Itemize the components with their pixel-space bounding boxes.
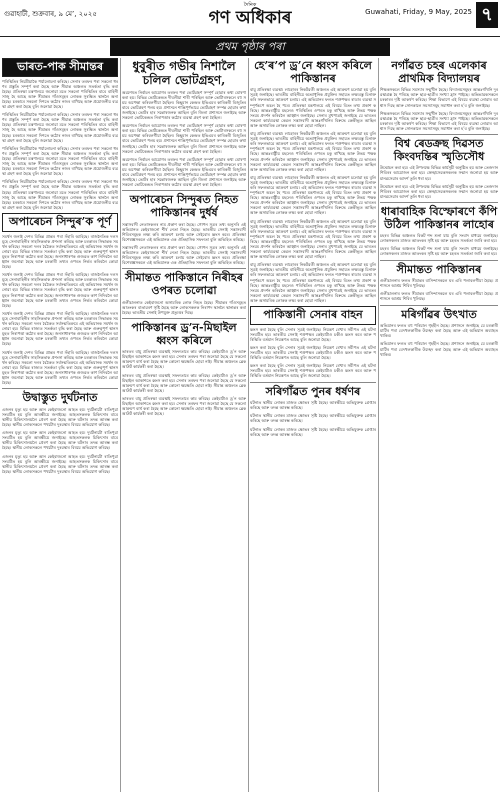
column-1 <box>2 58 118 792</box>
article-body: ধ্বংস কৰা হৈছে বুলি সেনাৰ সূত্ৰই জনাইছে। নিয়ন্ত্ৰণ ৰেখাৰ সমীপত এই ঘটনা সংঘটিত হয়। ভাৰতীয় সেনাই শত্ৰুপক্ষৰ কেইবাটাও চকীও ধ্বংস কৰে আৰু পৰিস্থিতি বৰ্তমান নিয়ন্ত্ৰণত আছে বুলি জনোৱা হৈছে। <box>250 344 376 361</box>
article-body: অৱশেষত নিৰ্বাচন আয়োগৰ তৰফৰ পৰা ভোটগ্ৰহণ সম্পূৰ্ণ হোৱাৰ কথা ঘোষণা কৰা হয়। বিভিন্ন ভোটকেন্দ্ৰত দীঘলীয়া শাৰী পৰিছিল আৰু ভোটাৰসকলে বহু সময় অপেক্ষা কৰিবলগীয়া হৈছিল। কিছুমান কেন্দ্ৰত ইভিএমৰ কাৰিকৰী বিজুতিৰ বাবে ভোটগ্ৰহণ পলম হয়। প্ৰশাসনে শান্তিপূৰ্ণভাৱে ভোটগ্ৰহণ সম্পন্ন হোৱাৰ কথা জনাইছে। ভোটৰ হাৰ সন্তোষজনক আছিল বুলি জিলা প্ৰশাসনে জনাইছে আৰু সকলো ভোটকেন্দ্ৰত নিৰাপত্তাৰ কঠোৰ ব্যৱস্থা গ্ৰহণ কৰা হৈছিল। <box>122 123 246 154</box>
article-body: অৱশেষত নিৰ্বাচন আয়োগৰ তৰফৰ পৰা ভোটগ্ৰহণ সম্পূৰ্ণ হোৱাৰ কথা ঘোষণা কৰা হয়। বিভিন্ন ভোটকেন্দ্ৰত দীঘলীয়া শাৰী পৰিছিল আৰু ভোটাৰসকলে বহু সময় অপেক্ষা কৰিবলগীয়া হৈছিল। কিছুমান কেন্দ্ৰত ইভিএমৰ কাৰিকৰী বিজুতিৰ বাবে ভোটগ্ৰহণ পলম হয়। প্ৰশাসনে শান্তিপূৰ্ণভাৱে ভোটগ্ৰহণ সম্পন্ন হোৱাৰ কথা জনাইছে। ভোটৰ হাৰ সন্তোষজনক আছিল বুলি জিলা প্ৰশাসনে জনাইছে আৰু সকলো ভোটকেন্দ্ৰত নিৰাপত্তাৰ কঠোৰ ব্যৱস্থা গ্ৰহণ কৰা হৈছিল। <box>122 89 246 121</box>
article-body: সন্ত্ৰাসবাদী নেতাসকলৰ নাম প্ৰকাশ কৰা হৈছে। গোপন সূত্ৰৰ তথ্য অনুসৰি এই অভিযানত কেইবাজনো শীৰ্ষ নেতা নিহত হৈছে। ভাৰতীয় সেনাই সন্ত্ৰাসবাদী শিবিৰসমূহক লক্ষ্য কৰি আক্ৰমণ চলায় আৰু সেইবোৰ ধ্বংস কৰে। প্ৰতিৰক্ষা বিশেষজ্ঞসকলে এই অভিযানক এক ঐতিহাসিক সফলতা বুলি অভিহিত কৰিছে। <box>122 244 246 266</box>
column-divider <box>378 58 379 792</box>
headline: হে’ৰ’প ড্ৰ’নে ধ্বংস কৰিলে পাকিস্তানৰ <box>254 59 372 85</box>
article-body: সমৰ্থন জনাই দেশৰ বিভিন্ন প্ৰান্তৰ পৰা সঁহাৰি আহিছে। ৰাজনৈতিক দলসমূহে সেনাবাহিনীৰ সাহসিকতাক প্ৰশংসা কৰিছে আৰু চৰকাৰৰ সিদ্ধান্তক সমৰ্থন কৰিছে। সকলো দলৰ বৈঠকত সৰ্বসন্মতিক্ৰমে এই অভিযানক সমৰ্থন জনোৱা হয়। বিভিন্ন ৰাজ্যত সতৰ্কতা বৃদ্ধি কৰা হৈছে আৰু গুৰুত্বপূৰ্ণ স্থানসমূহত নিৰাপত্তা কঠোৰ কৰা হৈছে। জনসাধাৰণক গুজৱত কাণ নিদিবলৈ আহ্বান জনোৱা হৈছে আৰু চৰকাৰী তথ্যৰ ওপৰত নিৰ্ভৰ কৰিবলৈ কোৱা হৈছে। <box>2 272 118 308</box>
headline: পাকিস্তানৰ ড্ৰ’ন-মিছাইল ধ্বংস কৰিলে <box>131 320 237 347</box>
article-body: চহৰৰ বিভিন্ন অঞ্চলত বিকট শব্দ শুনা যায় বুলি সংবাদ মাধ্যমে জনাইছে। লোকসকলৰ মাজত আতংকৰ সৃষ্টি হয় আৰু চহৰত সতৰ্কতা জাৰি কৰা হয়। <box>380 246 498 257</box>
article-body: অৱশেষত নিৰ্বাচন আয়োগৰ তৰফৰ পৰা ভোটগ্ৰহণ সম্পূৰ্ণ হোৱাৰ কথা ঘোষণা কৰা হয়। বিভিন্ন ভোটকেন্দ্ৰত দীঘলীয়া শাৰী পৰিছিল আৰু ভোটাৰসকলে বহু সময় অপেক্ষা কৰিবলগীয়া হৈছিল। কিছুমান কেন্দ্ৰত ইভিএমৰ কাৰিকৰী বিজুতিৰ বাবে ভোটগ্ৰহণ পলম হয়। প্ৰশাসনে শান্তিপূৰ্ণভাৱে ভোটগ্ৰহণ সম্পন্ন হোৱাৰ কথা জনাইছে। ভোটৰ হাৰ সন্তোষজনক আছিল বুলি জিলা প্ৰশাসনে জনাইছে আৰু সকলো ভোটকেন্দ্ৰত নিৰাপত্তাৰ কঠোৰ ব্যৱস্থা গ্ৰহণ কৰা হৈছিল। <box>122 156 246 188</box>
article-body: পৰিস্থিতিৰ নিয়মীয়াকৈ পৰ্যালোচনা কৰিছে। সেনাৰ তৰফৰ পৰা সকলো ধৰণৰ প্ৰস্তুতি সম্পূৰ্ণ কৰা হৈছে আৰু সীমান্ত অঞ্চলত সতৰ্কতা বৃদ্ধি কৰা হৈছে। প্ৰতিৰক্ষা মন্ত্ৰণালয়ে জনোৱা মতে সকলো পৰিস্থিতিৰ বাবে বাহিনী সাজু হৈ আছে আৰু সীমান্তৰ গাঁওসমূহৰ লোকক সুৰক্ষিত স্থানলৈ অনা হৈছে। চৰকাৰে সকলো দিশতে কঠোৰ নজৰ ৰাখিছে আৰু প্ৰয়োজনীয় ব্যৱস্থা গ্ৰহণ কৰা হৈছে বুলি জনোৱা হৈছে। <box>2 112 118 143</box>
column-divider <box>248 58 249 792</box>
masthead <box>0 0 500 37</box>
column-2 <box>122 58 246 792</box>
masthead-date-english: Guwahati, Friday, 9 May, 2025 <box>365 8 472 16</box>
article-body: গুলীচালনাত কেইবাজনো অসামৰিক লোক নিহত হৈছে। সীমান্তৰ গাঁওসমূহত আতংকৰ বাতাৱৰণ সৃষ্টি হৈছে আৰু লোকসকলক নিৰাপদ স্থানলৈ স্থানান্তৰ কৰা হৈছে। ভাৰতীয় সেনাই উপযুক্ত প্ৰত্যুত্তৰ দিছে। <box>122 299 246 315</box>
article-body: ভাৰতৰ বায়ু প্ৰতিৰক্ষা ব্যৱস্থাই সফলতাৰে কাম কৰিছে। কেইবাটাও ড্ৰ’ন আৰু মিছাইল আকাশতে ধ্বংস কৰা হয়। সেনাৰ তৰফৰ পৰা জনোৱা হৈছে যে সকলো আক্ৰমণ ব্যৰ্থ কৰা হৈছে আৰু কোনো ক্ষয়ক্ষতি হোৱা নাই। সীমান্ত অঞ্চলত ব্লেকআউট কাৰ্যকৰী কৰা হৈছে। <box>122 395 246 417</box>
article-body: বায়ু প্ৰতিৰক্ষা ব্যৱস্থা। লাহোৰৰ নিকটৱৰ্তী অঞ্চলত এই আক্ৰমণ চলোৱা হয় বুলি সূত্ৰই জনাইছে। ভাৰতীয় বাহিনীয়ে অত্যাধুনিক প্ৰযুক্তিৰ সহায়ত লক্ষ্যবস্তু চিনাক্ত কৰি সফলভাৱে আক্ৰমণ চলায়। এই অভিযানৰ ফলত শত্ৰুপক্ষৰ ৰাডাৰ ব্যৱস্থা সম্পূৰ্ণৰূপে অচল হৈ পৰে। প্ৰতিৰক্ষা মন্ত্ৰণালয়ে এই বিষয়ে বিতং তথ্য প্ৰকাশ কৰিছে। আন্তঃৰাষ্ট্ৰীয় মহলেও পৰিস্থিতিৰ ওপৰত চকু ৰাখিছে আৰু উভয় পক্ষক সংযম প্ৰদৰ্শন কৰিবলৈ আহ্বান জনাইছে। সেনাৰ মুখপাত্ৰই জনাইছে যে ভাৰতৰ সকলো কাৰ্যব্যৱস্থা কেৱল সন্ত্ৰাসবাদী আন্তঃগাঁথনিৰ বিৰুদ্ধে কেন্দ্ৰীভূত আছিল আৰু অসামৰিক লোকক লক্ষ্য কৰা হোৱা নাছিল। <box>250 131 376 172</box>
headline: পাকিস্তানী সেনাৰ বাহন <box>250 306 376 325</box>
divider <box>380 260 498 261</box>
headline: ধাৰাবাহিক বিস্ফোৰণে কঁপি উঠিল পাকিস্তানৰ লাহোৰ <box>380 204 498 231</box>
headline: বিশ্ব ৰেডক্ৰছ দিৱসত কিংবদন্তিৰ স্মৃতিসৌধ <box>393 137 485 163</box>
article-body: চহৰৰ বিভিন্ন অঞ্চলত বিকট শব্দ শুনা যায় বুলি সংবাদ মাধ্যমে জনাইছে। লোকসকলৰ মাজত আতংকৰ সৃষ্টি হয় আৰু চহৰত সতৰ্কতা জাৰি কৰা হয়। <box>380 233 498 244</box>
divider <box>380 134 498 135</box>
headline: ভাৰত-পাক সীমান্তৰ <box>2 58 118 77</box>
column-3 <box>250 58 376 792</box>
article-body: পৰিস্থিতিৰ নিয়মীয়াকৈ পৰ্যালোচনা কৰিছে। সেনাৰ তৰফৰ পৰা সকলো ধৰণৰ প্ৰস্তুতি সম্পূৰ্ণ কৰা হৈছে আৰু সীমান্ত অঞ্চলত সতৰ্কতা বৃদ্ধি কৰা হৈছে। প্ৰতিৰক্ষা মন্ত্ৰণালয়ে জনোৱা মতে সকলো পৰিস্থিতিৰ বাবে বাহিনী সাজু হৈ আছে আৰু সীমান্তৰ গাঁওসমূহৰ লোকক সুৰক্ষিত স্থানলৈ অনা হৈছে। চৰকাৰে সকলো দিশতে কঠোৰ নজৰ ৰাখিছে আৰু প্ৰয়োজনীয় ব্যৱস্থা গ্ৰহণ কৰা হৈছে বুলি জনোৱা হৈছে। <box>2 145 118 177</box>
article-body: বায়ু প্ৰতিৰক্ষা ব্যৱস্থা। লাহোৰৰ নিকটৱৰ্তী অঞ্চলত এই আক্ৰমণ চলোৱা হয় বুলি সূত্ৰই জনাইছে। ভাৰতীয় বাহিনীয়ে অত্যাধুনিক প্ৰযুক্তিৰ সহায়ত লক্ষ্যবস্তু চিনাক্ত কৰি সফলভাৱে আক্ৰমণ চলায়। এই অভিযানৰ ফলত শত্ৰুপক্ষৰ ৰাডাৰ ব্যৱস্থা সম্পূৰ্ণৰূপে অচল হৈ পৰে। প্ৰতিৰক্ষা মন্ত্ৰণালয়ে এই বিষয়ে বিতং তথ্য প্ৰকাশ কৰিছে। আন্তঃৰাষ্ট্ৰীয় মহলেও পৰিস্থিতিৰ ওপৰত চকু ৰাখিছে আৰু উভয় পক্ষক সংযম প্ৰদৰ্শন কৰিবলৈ আহ্বান জনাইছে। সেনাৰ মুখপাত্ৰই জনাইছে যে ভাৰতৰ সকলো কাৰ্যব্যৱস্থা কেৱল সন্ত্ৰাসবাদী আন্তঃগাঁথনিৰ বিৰুদ্ধে কেন্দ্ৰীভূত আছিল আৰু অসামৰিক লোকক লক্ষ্য কৰা হোৱা নাছিল। <box>250 87 376 128</box>
article-body: ভাৰতৰ বায়ু প্ৰতিৰক্ষা ব্যৱস্থাই সফলতাৰে কাম কৰিছে। কেইবাটাও ড্ৰ’ন আৰু মিছাইল আকাশতে ধ্বংস কৰা হয়। সেনাৰ তৰফৰ পৰা জনোৱা হৈছে যে সকলো আক্ৰমণ ব্যৰ্থ কৰা হৈছে আৰু কোনো ক্ষয়ক্ষতি হোৱা নাই। সীমান্ত অঞ্চলত ব্লেকআউট কাৰ্যকৰী কৰা হৈছে। <box>122 372 246 393</box>
masthead-date-assamese: গুৱাহাটী, শুক্ৰবাৰ, ৯ মে’, ২০২৫ <box>4 10 97 18</box>
article-body: গুলীচালনাৰ ফলত সীমান্তৰ বাসিন্দাসকলে ঘৰ এৰি পলাবলগীয়া হৈছে। প্ৰশাসনে আশ্ৰয় শিবিৰ খুলিছে। <box>380 278 498 289</box>
logo-title: গণ অধিকাৰ <box>208 8 292 28</box>
article-body: ধ্বংস কৰা হৈছে বুলি সেনাৰ সূত্ৰই জনাইছে। নিয়ন্ত্ৰণ ৰেখাৰ সমীপত এই ঘটনা সংঘটিত হয়। ভাৰতীয় সেনাই শত্ৰুপক্ষৰ কেইবাটাও চকীও ধ্বংস কৰে আৰু পৰিস্থিতি বৰ্তমান নিয়ন্ত্ৰণত আছে বুলি জনোৱা হৈছে। <box>250 363 376 379</box>
divider <box>122 190 246 191</box>
article-body: বায়ু প্ৰতিৰক্ষা ব্যৱস্থা। লাহোৰৰ নিকটৱৰ্তী অঞ্চলত এই আক্ৰমণ চলোৱা হয় বুলি সূত্ৰই জনাইছে। ভাৰতীয় বাহিনীয়ে অত্যাধুনিক প্ৰযুক্তিৰ সহায়ত লক্ষ্যবস্তু চিনাক্ত কৰি সফলভাৱে আক্ৰমণ চলায়। এই অভিযানৰ ফলত শত্ৰুপক্ষৰ ৰাডাৰ ব্যৱস্থা সম্পূৰ্ণৰূপে অচল হৈ পৰে। প্ৰতিৰক্ষা মন্ত্ৰণালয়ে এই বিষয়ে বিতং তথ্য প্ৰকাশ কৰিছে। আন্তঃৰাষ্ট্ৰীয় মহলেও পৰিস্থিতিৰ ওপৰত চকু ৰাখিছে আৰু উভয় পক্ষক সংযম প্ৰদৰ্শন কৰিবলৈ আহ্বান জনাইছে। সেনাৰ মুখপাত্ৰই জনাইছে যে ভাৰতৰ সকলো কাৰ্যব্যৱস্থা কেৱল সন্ত্ৰাসবাদী আন্তঃগাঁথনিৰ বিৰুদ্ধে কেন্দ্ৰীভূত আছিল আৰু অসামৰিক লোকক লক্ষ্য কৰা হোৱা নাছিল। <box>250 174 376 216</box>
article-body: শিক্ষকসকলে বিভিন্ন সমস্যাৰ সন্মুখীন হৈছে। বিদ্যালয়সমূহৰ আন্তঃগাঁথনি দুৰৱস্থাগ্ৰস্ত হৈ পৰিছে আৰু ছাত্ৰ-ছাত্ৰীৰ সংখ্যা হ্ৰাস পাইছে। অভিভাৱকসকলে চৰকাৰৰ দৃষ্টি আকৰ্ষণ কৰিছে। শিক্ষা বিভাগে এই বিষয়ে ব্যৱস্থা লোৱাৰ আশ্বাস দিছে আৰু সোনকালে সমস্যাসমূহ সমাধান কৰা হ’ব বুলি জনাইছে। <box>380 110 498 131</box>
newspaper-logo <box>190 2 310 28</box>
article-body: পৰিস্থিতিৰ নিয়মীয়াকৈ পৰ্যালোচনা কৰিছে। সেনাৰ তৰফৰ পৰা সকলো ধৰণৰ প্ৰস্তুতি সম্পূৰ্ণ কৰা হৈছে আৰু সীমান্ত অঞ্চলত সতৰ্কতা বৃদ্ধি কৰা হৈছে। প্ৰতিৰক্ষা মন্ত্ৰণালয়ে জনোৱা মতে সকলো পৰিস্থিতিৰ বাবে বাহিনী সাজু হৈ আছে আৰু সীমান্তৰ গাঁওসমূহৰ লোকক সুৰক্ষিত স্থানলৈ অনা হৈছে। চৰকাৰে সকলো দিশতে কঠোৰ নজৰ ৰাখিছে আৰু প্ৰয়োজনীয় ব্যৱস্থা গ্ৰহণ কৰা হৈছে বুলি জনোৱা হৈছে। <box>2 78 118 110</box>
article-body: বায়ু প্ৰতিৰক্ষা ব্যৱস্থা। লাহোৰৰ নিকটৱৰ্তী অঞ্চলত এই আক্ৰমণ চলোৱা হয় বুলি সূত্ৰই জনাইছে। ভাৰতীয় বাহিনীয়ে অত্যাধুনিক প্ৰযুক্তিৰ সহায়ত লক্ষ্যবস্তু চিনাক্ত কৰি সফলভাৱে আক্ৰমণ চলায়। এই অভিযানৰ ফলত শত্ৰুপক্ষৰ ৰাডাৰ ব্যৱস্থা সম্পূৰ্ণৰূপে অচল হৈ পৰে। প্ৰতিৰক্ষা মন্ত্ৰণালয়ে এই বিষয়ে বিতং তথ্য প্ৰকাশ কৰিছে। আন্তঃৰাষ্ট্ৰীয় মহলেও পৰিস্থিতিৰ ওপৰত চকু ৰাখিছে আৰু উভয় পক্ষক সংযম প্ৰদৰ্শন কৰিবলৈ আহ্বান জনাইছে। সেনাৰ মুখপাত্ৰই জনাইছে যে ভাৰতৰ সকলো কাৰ্যব্যৱস্থা কেৱল সন্ত্ৰাসবাদী আন্তঃগাঁথনিৰ বিৰুদ্ধে কেন্দ্ৰীভূত আছিল আৰু অসামৰিক লোকক লক্ষ্য কৰা হোৱা নাছিল। <box>250 262 376 303</box>
article-body: এজনৰ মৃত্যু হয় আৰু আন কেইবাজনো আহত হয়। দুৰ্ঘটনাটো ৰাতিপুৱা সংঘটিত হয় বুলি আৰক্ষীয়ে জনাইছে। আহতসকলক চিকিৎসাৰ বাবে স্থানীয় চিকিৎসালয়লৈ প্ৰেৰণ কৰা হৈছে আৰু ঘটনাৰ তদন্ত আৰম্ভ কৰা হৈছে। স্থানীয় লোকসকলে পথটোৰ দুৰৱস্থাৰ বিষয়ে অভিযোগ কৰিছে। <box>2 430 118 451</box>
page-number: ৭ <box>476 2 498 28</box>
article-body: এজনৰ মৃত্যু হয় আৰু আন কেইবাজনো আহত হয়। দুৰ্ঘটনাটো ৰাতিপুৱা সংঘটিত হয় বুলি আৰক্ষীয়ে জনাইছে। আহতসকলক চিকিৎসাৰ বাবে স্থানীয় চিকিৎসালয়লৈ প্ৰেৰণ কৰা হৈছে আৰু ঘটনাৰ তদন্ত আৰম্ভ কৰা হৈছে। স্থানীয় লোকসকলে পথটোৰ দুৰৱস্থাৰ বিষয়ে অভিযোগ কৰিছে। <box>2 453 118 474</box>
headline: ধুবুৰীত গভীৰ নিশালৈ চলিল ভোটগ্ৰহণ, <box>132 59 236 87</box>
column-divider <box>120 58 121 792</box>
article-body: ঘটনাত স্থানীয় লোকৰ মাজত ক্ষোভৰ সৃষ্টি হৈছে। আৰক্ষীয়ে অভিযুক্তক গ্ৰেপ্তাৰ কৰিছে আৰু তদন্ত আৰম্ভ কৰিছে। <box>250 426 376 437</box>
article-body: অভিযানৰ ফলত বহু পৰিয়াল গৃহহীন হৈছে। প্ৰশাসনে জনাইছে যে চৰকাৰী মাটিৰ পৰা বেদখলকাৰীক উচ্ছেদ কৰা হৈছে আৰু এই অভিযান অব্যাহত থাকিব। <box>380 323 498 339</box>
article-body: সমৰ্থন জনাই দেশৰ বিভিন্ন প্ৰান্তৰ পৰা সঁহাৰি আহিছে। ৰাজনৈতিক দলসমূহে সেনাবাহিনীৰ সাহসিকতাক প্ৰশংসা কৰিছে আৰু চৰকাৰৰ সিদ্ধান্তক সমৰ্থন কৰিছে। সকলো দলৰ বৈঠকত সৰ্বসন্মতিক্ৰমে এই অভিযানক সমৰ্থন জনোৱা হয়। বিভিন্ন ৰাজ্যত সতৰ্কতা বৃদ্ধি কৰা হৈছে আৰু গুৰুত্বপূৰ্ণ স্থানসমূহত নিৰাপত্তা কঠোৰ কৰা হৈছে। জনসাধাৰণক গুজৱত কাণ নিদিবলৈ আহ্বান জনোৱা হৈছে আৰু চৰকাৰী তথ্যৰ ওপৰত নিৰ্ভৰ কৰিবলৈ কোৱা হৈছে। <box>2 310 118 347</box>
headline: সৰিগাঁৱত পুনৰ ধৰ্ষণৰ <box>265 384 361 398</box>
headline: উদ্বাস্তুত দুর্ঘটনাত <box>22 391 98 405</box>
column-4 <box>380 58 498 792</box>
headline: সীমান্তত পাকিস্তানে নিৰীহৰ ওপৰত চলোৱা <box>125 271 243 297</box>
headline: নগাঁৱত চহৰ এলেকাৰ প্ৰাথমিক বিদ্যালয়ৰ <box>391 59 487 85</box>
article-body: উন্মোচন কৰা হয়। এই উপলক্ষে বিভিন্ন কাৰ্যসূচী অনুষ্ঠিত হয় আৰু তেজদান শিবিৰৰ আয়োজন কৰা হয়। স্বেচ্ছাসেৱকসকলক সন্মান জনোৱা হয় আৰু মানৱসেৱাৰ আদৰ্শ তুলি ধৰা হয়। <box>380 165 498 181</box>
headline: মৰিগাঁৱৰ উৎখাত <box>401 307 477 321</box>
article-body: সমৰ্থন জনাই দেশৰ বিভিন্ন প্ৰান্তৰ পৰা সঁহাৰি আহিছে। ৰাজনৈতিক দলসমূহে সেনাবাহিনীৰ সাহসিকতাক প্ৰশংসা কৰিছে আৰু চৰকাৰৰ সিদ্ধান্তক সমৰ্থন কৰিছে। সকলো দলৰ বৈঠকত সৰ্বসন্মতিক্ৰমে এই অভিযানক সমৰ্থন জনোৱা হয়। বিভিন্ন ৰাজ্যত সতৰ্কতা বৃদ্ধি কৰা হৈছে আৰু গুৰুত্বপূৰ্ণ স্থানসমূহত নিৰাপত্তা কঠোৰ কৰা হৈছে। জনসাধাৰণক গুজৱত কাণ নিদিবলৈ আহ্বান জনোৱা হৈছে আৰু চৰকাৰী তথ্যৰ ওপৰত নিৰ্ভৰ কৰিবলৈ কোৱা হৈছে। <box>2 349 118 386</box>
article-body: শিক্ষকসকলে বিভিন্ন সমস্যাৰ সন্মুখীন হৈছে। বিদ্যালয়সমূহৰ আন্তঃগাঁথনি দুৰৱস্থাগ্ৰস্ত হৈ পৰিছে আৰু ছাত্ৰ-ছাত্ৰীৰ সংখ্যা হ্ৰাস পাইছে। অভিভাৱকসকলে চৰকাৰৰ দৃষ্টি আকৰ্ষণ কৰিছে। শিক্ষা বিভাগে এই বিষয়ে ব্যৱস্থা লোৱাৰ আশ্বাস দিছে আৰু সোনকালে সমস্যাসমূহ সমাধান কৰা হ’ব বুলি জনাইছে। <box>380 87 498 108</box>
article-body: সমৰ্থন জনাই দেশৰ বিভিন্ন প্ৰান্তৰ পৰা সঁহাৰি আহিছে। ৰাজনৈতিক দলসমূহে সেনাবাহিনীৰ সাহসিকতাক প্ৰশংসা কৰিছে আৰু চৰকাৰৰ সিদ্ধান্তক সমৰ্থন কৰিছে। সকলো দলৰ বৈঠকত সৰ্বসন্মতিক্ৰমে এই অভিযানক সমৰ্থন জনোৱা হয়। বিভিন্ন ৰাজ্যত সতৰ্কতা বৃদ্ধি কৰা হৈছে আৰু গুৰুত্বপূৰ্ণ স্থানসমূহত নিৰাপত্তা কঠোৰ কৰা হৈছে। জনসাধাৰণক গুজৱত কাণ নিদিবলৈ আহ্বান জনোৱা হৈছে আৰু চৰকাৰী তথ্যৰ ওপৰত নিৰ্ভৰ কৰিবলৈ কোৱা হৈছে। <box>2 233 118 270</box>
divider <box>380 305 498 306</box>
article-body: উন্মোচন কৰা হয়। এই উপলক্ষে বিভিন্ন কাৰ্যসূচী অনুষ্ঠিত হয় আৰু তেজদান শিবিৰৰ আয়োজন কৰা হয়। স্বেচ্ছাসেৱকসকলক সন্মান জনোৱা হয় আৰু মানৱসেৱাৰ আদৰ্শ তুলি ধৰা হয়। <box>380 183 498 199</box>
article-body: ভাৰতৰ বায়ু প্ৰতিৰক্ষা ব্যৱস্থাই সফলতাৰে কাম কৰিছে। কেইবাটাও ড্ৰ’ন আৰু মিছাইল আকাশতে ধ্বংস কৰা হয়। সেনাৰ তৰফৰ পৰা জনোৱা হৈছে যে সকলো আক্ৰমণ ব্যৰ্থ কৰা হৈছে আৰু কোনো ক্ষয়ক্ষতি হোৱা নাই। সীমান্ত অঞ্চলত ব্লেকআউট কাৰ্যকৰী কৰা হৈছে। <box>122 349 246 370</box>
article-body: ঘটনাত স্থানীয় লোকৰ মাজত ক্ষোভৰ সৃষ্টি হৈছে। আৰক্ষীয়ে অভিযুক্তক গ্ৰেপ্তাৰ কৰিছে আৰু তদন্ত আৰম্ভ কৰিছে। <box>250 400 376 411</box>
article-body: বায়ু প্ৰতিৰক্ষা ব্যৱস্থা। লাহোৰৰ নিকটৱৰ্তী অঞ্চলত এই আক্ৰমণ চলোৱা হয় বুলি সূত্ৰই জনাইছে। ভাৰতীয় বাহিনীয়ে অত্যাধুনিক প্ৰযুক্তিৰ সহায়ত লক্ষ্যবস্তু চিনাক্ত কৰি সফলভাৱে আক্ৰমণ চলায়। এই অভিযানৰ ফলত শত্ৰুপক্ষৰ ৰাডাৰ ব্যৱস্থা সম্পূৰ্ণৰূপে অচল হৈ পৰে। প্ৰতিৰক্ষা মন্ত্ৰণালয়ে এই বিষয়ে বিতং তথ্য প্ৰকাশ কৰিছে। আন্তঃৰাষ্ট্ৰীয় মহলেও পৰিস্থিতিৰ ওপৰত চকু ৰাখিছে আৰু উভয় পক্ষক সংযম প্ৰদৰ্শন কৰিবলৈ আহ্বান জনাইছে। সেনাৰ মুখপাত্ৰই জনাইছে যে ভাৰতৰ সকলো কাৰ্যব্যৱস্থা কেৱল সন্ত্ৰাসবাদী আন্তঃগাঁথনিৰ বিৰুদ্ধে কেন্দ্ৰীভূত আছিল আৰু অসামৰিক লোকক লক্ষ্য কৰা হোৱা নাছিল। <box>250 218 376 260</box>
article-body: ঘটনাত স্থানীয় লোকৰ মাজত ক্ষোভৰ সৃষ্টি হৈছে। আৰক্ষীয়ে অভিযুক্তক গ্ৰেপ্তাৰ কৰিছে আৰু তদন্ত আৰম্ভ কৰিছে। <box>250 413 376 424</box>
divider <box>122 318 246 319</box>
article-body: গুলীচালনাৰ ফলত সীমান্তৰ বাসিন্দাসকলে ঘৰ এৰি পলাবলগীয়া হৈছে। প্ৰশাসনে আশ্ৰয় শিবিৰ খুলিছে। <box>380 291 498 302</box>
headline: সীমান্তত পাকিস্তানৰ <box>396 262 482 276</box>
divider <box>380 202 498 203</box>
divider <box>250 382 376 383</box>
article-body: এজনৰ মৃত্যু হয় আৰু আন কেইবাজনো আহত হয়। দুৰ্ঘটনাটো ৰাতিপুৱা সংঘটিত হয় বুলি আৰক্ষীয়ে জনাইছে। আহতসকলক চিকিৎসাৰ বাবে স্থানীয় চিকিৎসালয়লৈ প্ৰেৰণ কৰা হৈছে আৰু ঘটনাৰ তদন্ত আৰম্ভ কৰা হৈছে। স্থানীয় লোকসকলে পথটোৰ দুৰৱস্থাৰ বিষয়ে অভিযোগ কৰিছে। <box>2 406 118 428</box>
article-body: পৰিস্থিতিৰ নিয়মীয়াকৈ পৰ্যালোচনা কৰিছে। সেনাৰ তৰফৰ পৰা সকলো ধৰণৰ প্ৰস্তুতি সম্পূৰ্ণ কৰা হৈছে আৰু সীমান্ত অঞ্চলত সতৰ্কতা বৃদ্ধি কৰা হৈছে। প্ৰতিৰক্ষা মন্ত্ৰণালয়ে জনোৱা মতে সকলো পৰিস্থিতিৰ বাবে বাহিনী সাজু হৈ আছে আৰু সীমান্তৰ গাঁওসমূহৰ লোকক সুৰক্ষিত স্থানলৈ অনা হৈছে। চৰকাৰে সকলো দিশতে কঠোৰ নজৰ ৰাখিছে আৰু প্ৰয়োজনীয় ব্যৱস্থা গ্ৰহণ কৰা হৈছে বুলি জনোৱা হৈছে। <box>2 179 118 210</box>
article-body: অভিযানৰ ফলত বহু পৰিয়াল গৃহহীন হৈছে। প্ৰশাসনে জনাইছে যে চৰকাৰী মাটিৰ পৰা বেদখলকাৰীক উচ্ছেদ কৰা হৈছে আৰু এই অভিযান অব্যাহত থাকিব। <box>380 341 498 357</box>
headline: অপাৰেচন সিন্দুৰ’ক পূৰ্ণ <box>2 213 118 232</box>
divider <box>122 268 246 269</box>
logo-tagline: দৈনিক <box>243 2 257 8</box>
headline: অপাৰেচন সিন্দুৰত নিহত পাকিস্তানৰ দুৰ্ধৰ্ষ <box>129 193 239 219</box>
article-body: সন্ত্ৰাসবাদী নেতাসকলৰ নাম প্ৰকাশ কৰা হৈছে। গোপন সূত্ৰৰ তথ্য অনুসৰি এই অভিযানত কেইবাজনো শীৰ্ষ নেতা নিহত হৈছে। ভাৰতীয় সেনাই সন্ত্ৰাসবাদী শিবিৰসমূহক লক্ষ্য কৰি আক্ৰমণ চলায় আৰু সেইবোৰ ধ্বংস কৰে। প্ৰতিৰক্ষা বিশেষজ্ঞসকলে এই অভিযানক এক ঐতিহাসিক সফলতা বুলি অভিহিত কৰিছে। <box>122 221 246 242</box>
article-body: ধ্বংস কৰা হৈছে বুলি সেনাৰ সূত্ৰই জনাইছে। নিয়ন্ত্ৰণ ৰেখাৰ সমীপত এই ঘটনা সংঘটিত হয়। ভাৰতীয় সেনাই শত্ৰুপক্ষৰ কেইবাটাও চকীও ধ্বংস কৰে আৰু পৰিস্থিতি বৰ্তমান নিয়ন্ত্ৰণত আছে বুলি জনোৱা হৈছে। <box>250 326 376 342</box>
section-banner: প্ৰথম পৃষ্ঠাৰ পৰা <box>110 38 390 56</box>
divider <box>2 388 118 389</box>
